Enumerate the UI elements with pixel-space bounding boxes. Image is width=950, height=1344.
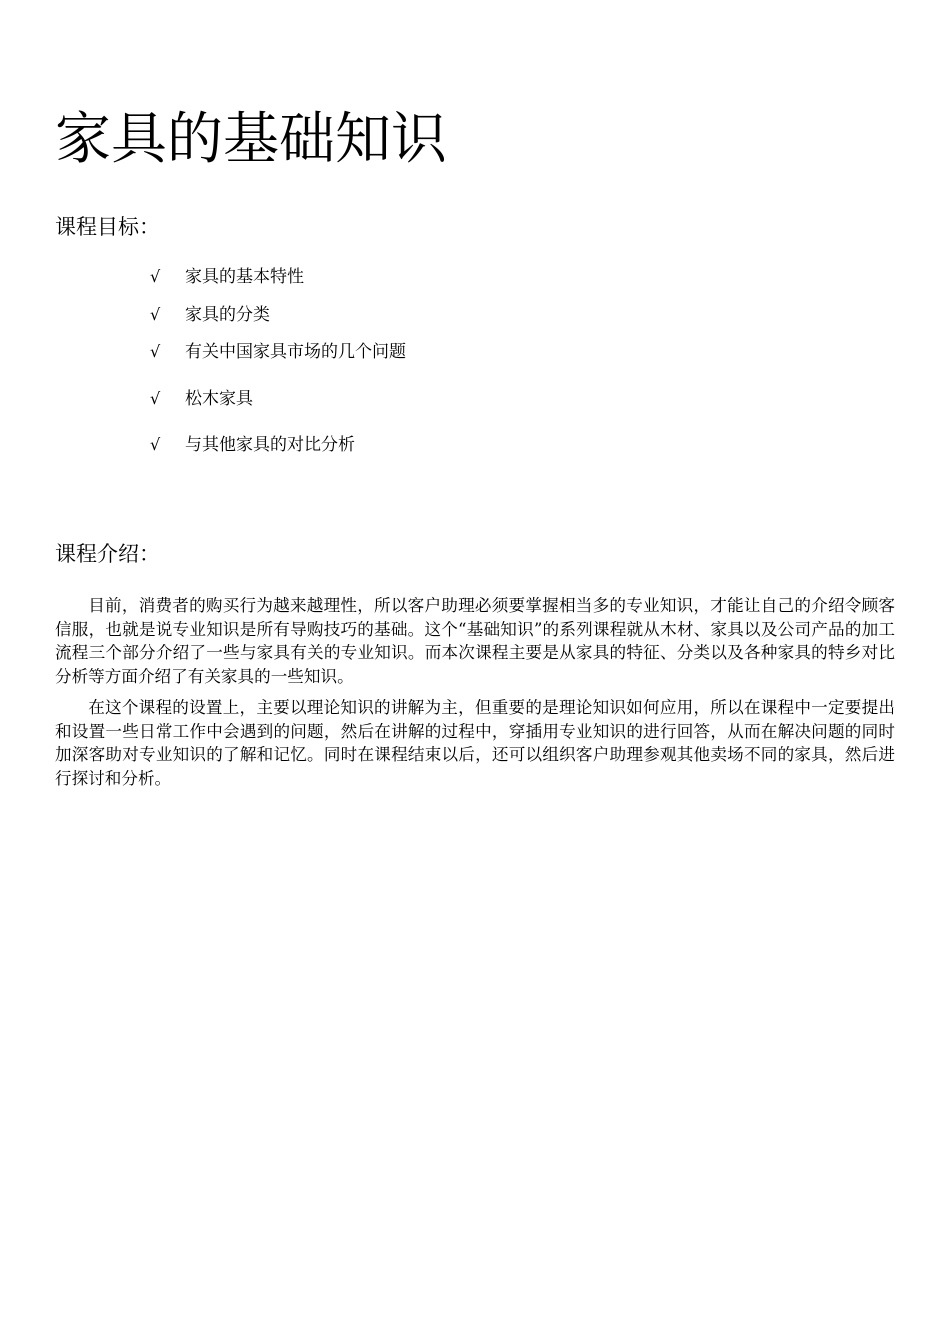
goal-item bbox=[150, 432, 570, 458]
course-goals-heading: 课程目标： bbox=[55, 215, 160, 239]
goal-label: 松木家具 bbox=[185, 389, 253, 409]
course-intro-heading: 课程介绍： bbox=[55, 542, 160, 566]
goal-label: 有关中国家具市场的几个问题 bbox=[185, 342, 406, 362]
goal-item bbox=[150, 302, 570, 328]
document-title: 家具的基础知识 bbox=[55, 107, 447, 172]
checkmark-icon: √ bbox=[150, 342, 161, 361]
checkmark-icon: √ bbox=[150, 305, 161, 324]
intro-paragraph: 在这个课程的设置上，主要以理论知识的讲解为主，但重要的是理论知识如何应用，所以在课程中一定要提出和设置一些日常工作中会遇到的问题，然后在讲解的过程中，穿插用专业知识的进行回答，从而在解决问题的同时加深客助对专业知识的了解和记忆。同时在课程结束以后，还可以组织客户助理参观其他卖场不同的家具，然后进行探讨和分析。 bbox=[55, 698, 895, 788]
goal-label: 家具的分类 bbox=[185, 305, 270, 325]
checkmark-icon: √ bbox=[150, 267, 161, 286]
goal-item bbox=[150, 339, 570, 365]
checkmark-icon: √ bbox=[150, 435, 161, 454]
goal-item bbox=[150, 386, 570, 412]
course-intro-body bbox=[55, 594, 895, 798]
intro-paragraph: 目前，消费者的购买行为越来越理性，所以客户助理必须要掌握相当多的专业知识，才能让自己的介绍令顾客信服，也就是说专业知识是所有导购技巧的基础。这个“基础知识”的系列课程就从木材、家具以及公司产品的加工流程三个部分介绍了一些与家具有关的专业知识。而本次课程主要是从家具的特征、分类以及各种家具的特乡对比分析等方面介绍了有关家具的一些知识。 bbox=[55, 596, 895, 686]
goal-label: 家具的基本特性 bbox=[185, 267, 304, 287]
goal-item bbox=[150, 264, 570, 290]
goal-label: 与其他家具的对比分析 bbox=[185, 435, 355, 455]
checkmark-icon: √ bbox=[150, 389, 161, 408]
